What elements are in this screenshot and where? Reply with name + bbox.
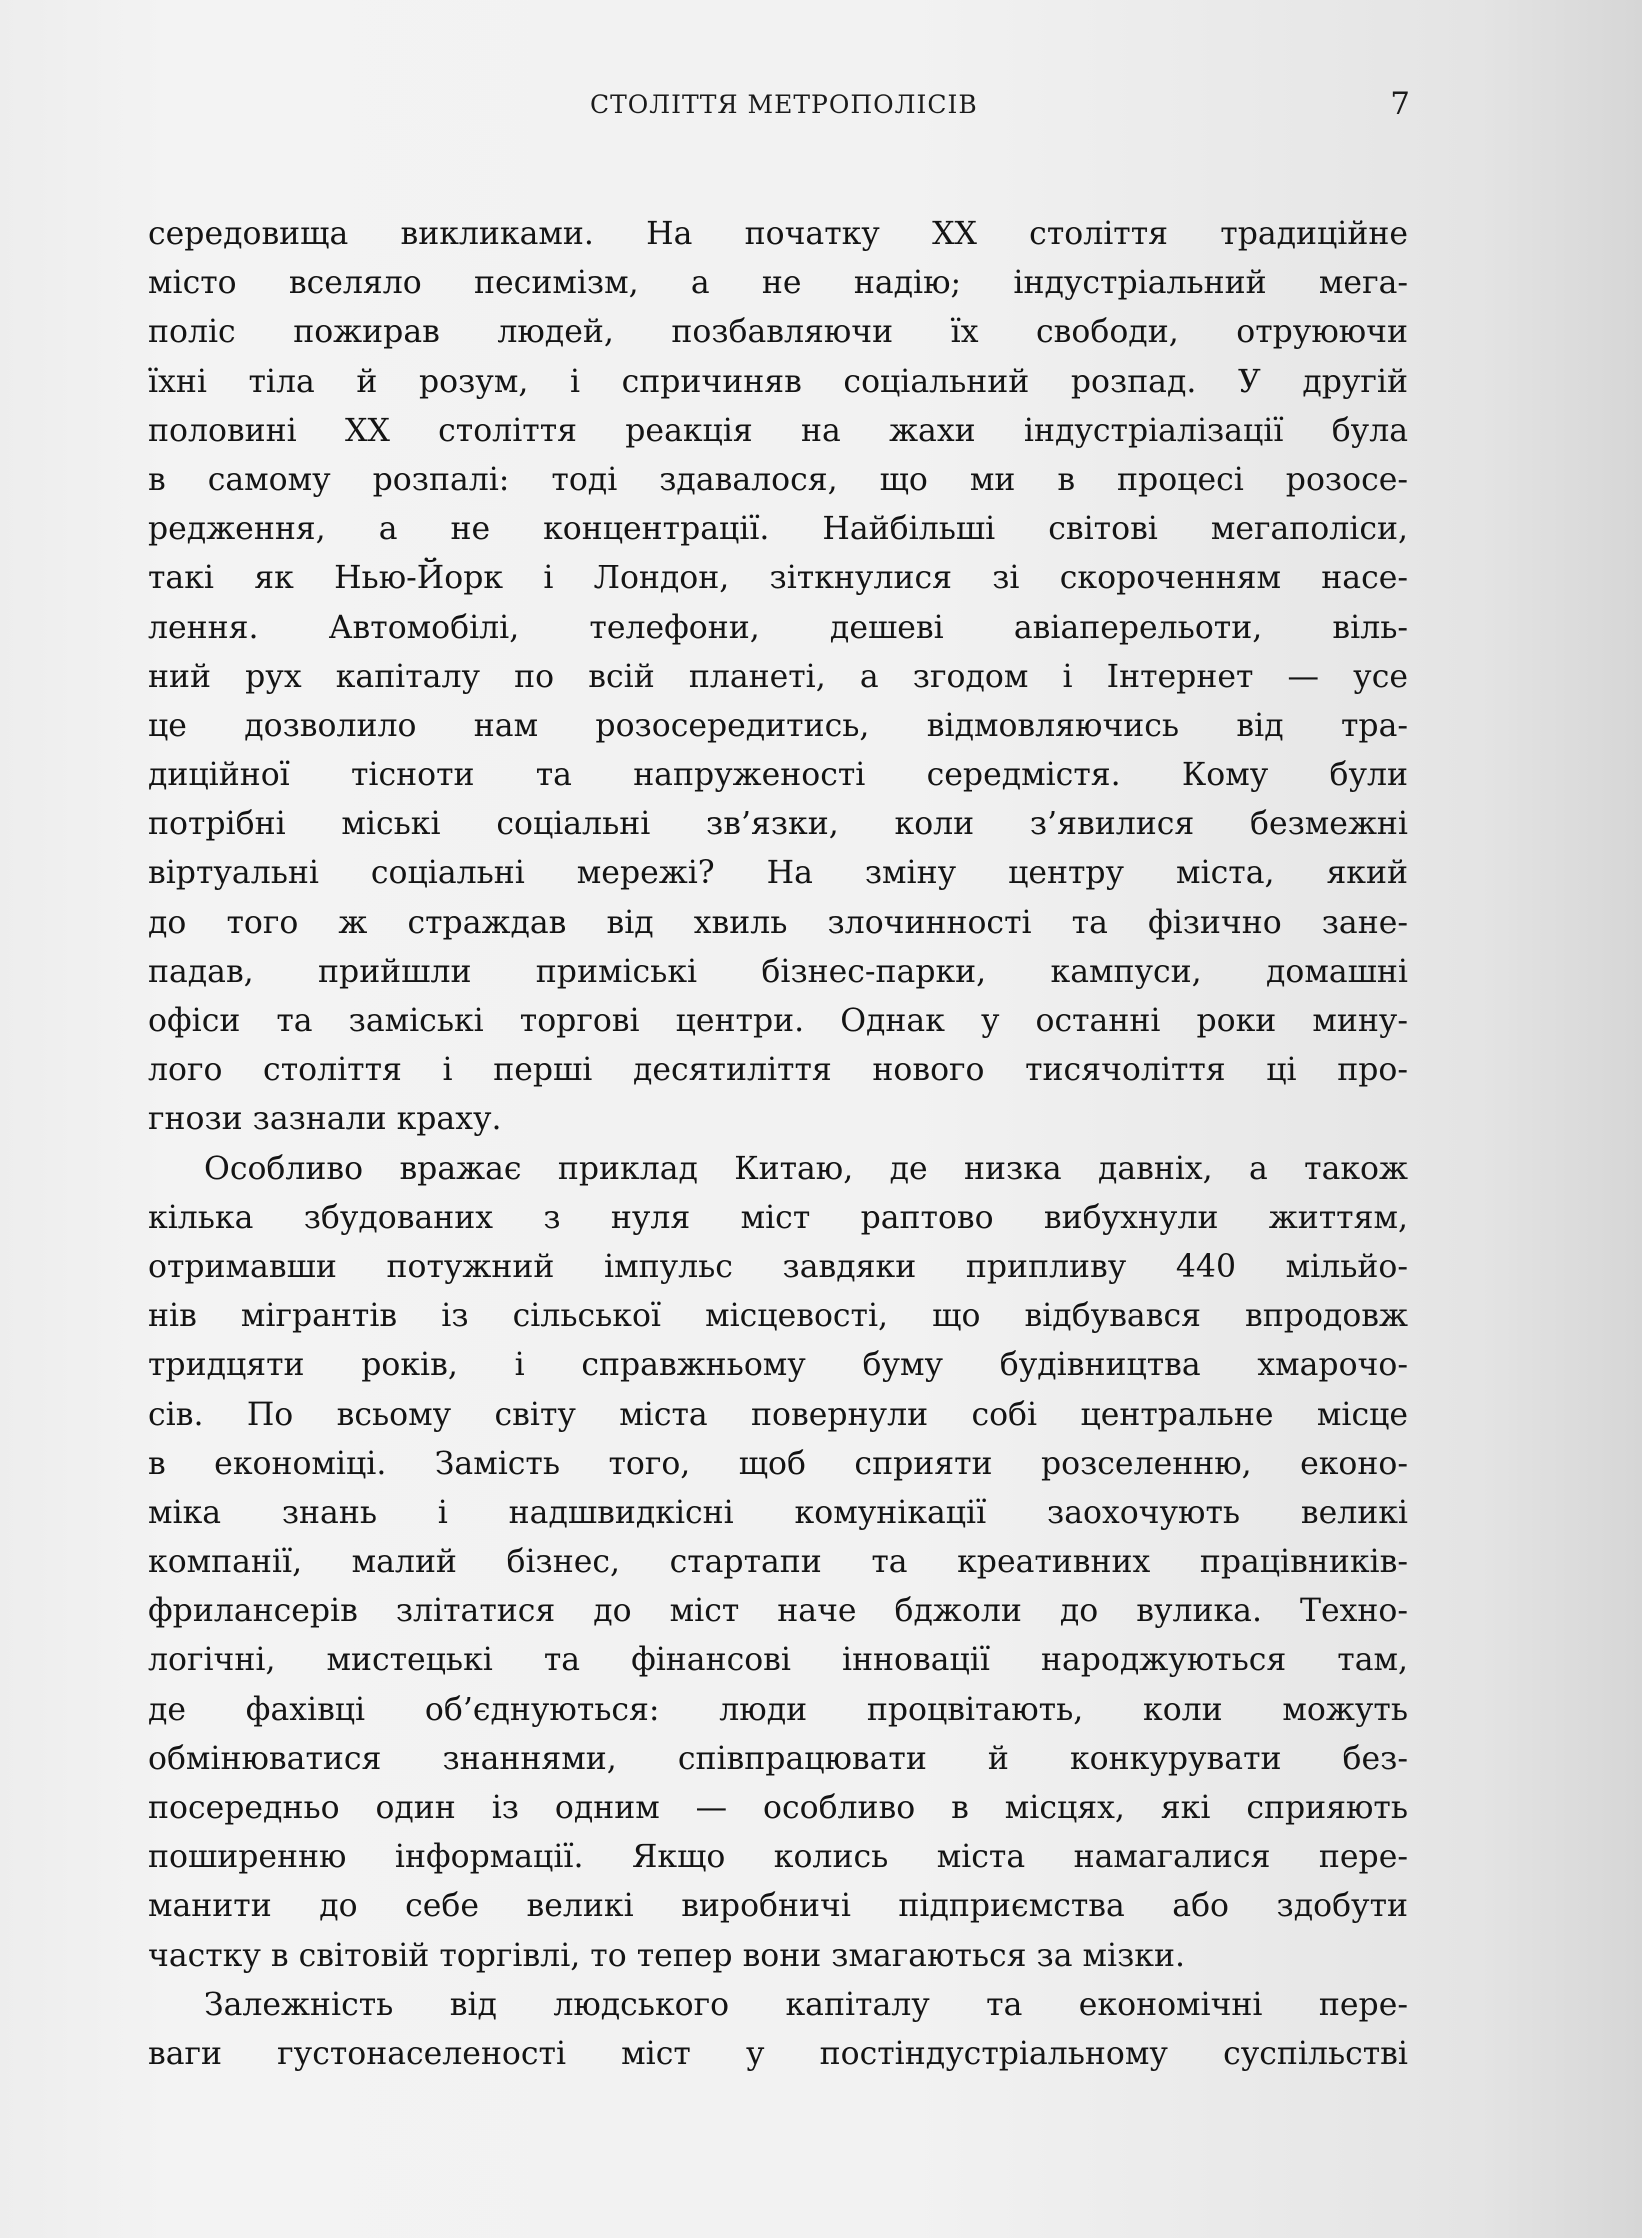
text-line: фрилансерів злітатися до міст наче бджоли до вулика. Техно- bbox=[148, 1593, 1408, 1630]
text-line: отримавши потужний імпульс завдяки припливу 440 мільйо- bbox=[148, 1248, 1408, 1285]
text-line: частку в світовій торгівлі, то тепер вони змагаються за мізки. bbox=[148, 1937, 1185, 1974]
text-line: Залежність від людського капіталу та економічні пере- bbox=[204, 1986, 1408, 2023]
text-line: офіси та заміські торгові центри. Однак у останні роки мину- bbox=[148, 1003, 1408, 1039]
body-text bbox=[148, 210, 1408, 2079]
text-line: в самому розпалі: тоді здавалося, що ми в процесі розосе- bbox=[148, 461, 1408, 498]
text-line: тридцяти років, і справжньому буму будівництва хмарочо- bbox=[148, 1347, 1408, 1384]
text-line: сів. По всьому світу міста повернули собі центральне місце bbox=[148, 1396, 1408, 1433]
running-head bbox=[0, 86, 1642, 136]
text-line: міка знань і надшвидкісні комунікації заохочують великі bbox=[148, 1494, 1408, 1531]
text-line: Особливо вражає приклад Китаю, де низка давніх, а також bbox=[204, 1150, 1408, 1187]
text-line: кілька збудованих з нуля міст раптово вибухнули життям, bbox=[148, 1199, 1408, 1236]
text-line: поліс пожирав людей, позбавляючи їх свободи, отруюючи bbox=[148, 314, 1408, 351]
text-line: половині XX століття реакція на жахи індустріалізації була bbox=[148, 412, 1408, 449]
text-line: манити до себе великі виробничі підприємства або здобути bbox=[148, 1888, 1408, 1925]
text-line: в економіці. Замість того, щоб сприяти розселенню, еконо- bbox=[148, 1445, 1408, 1482]
text-line: віртуальні соціальні мережі? На зміну центру міста, який bbox=[148, 855, 1408, 892]
text-line: до того ж страждав від хвиль злочинності та фізично зане- bbox=[148, 904, 1408, 941]
text-line: їхні тіла й розум, і спричиняв соціальний розпад. У другій bbox=[148, 363, 1408, 400]
text-line: лення. Автомобілі, телефони, дешеві авіаперельоти, віль- bbox=[148, 609, 1408, 646]
text-line: диційної тісноти та напруженості середмістя. Кому були bbox=[148, 757, 1408, 794]
running-title: СТОЛІТТЯ МЕТРОПОЛІСІВ bbox=[590, 90, 978, 119]
text-line: гнози зазнали краху. bbox=[148, 1101, 502, 1138]
text-line: обмінюватися знаннями, співпрацювати й конкурувати без- bbox=[148, 1740, 1408, 1777]
text-line: лого століття і перші десятиліття нового тисячоліття ці про- bbox=[148, 1052, 1408, 1089]
text-line: потрібні міські соціальні зв’язки, коли з’явилися безмежні bbox=[148, 806, 1408, 843]
text-line: місто вселяло песимізм, а не надію; індустріальний мега- bbox=[148, 265, 1408, 302]
page-number: 7 bbox=[1390, 86, 1410, 122]
text-line: нів мігрантів із сільської місцевості, що відбувався впродовж bbox=[148, 1298, 1408, 1335]
text-line: падав, прийшли приміські бізнес-парки, кампуси, домашні bbox=[148, 953, 1408, 990]
text-line: середовища викликами. На початку XX століття традиційне bbox=[148, 216, 1408, 252]
text-line: де фахівці об’єднуються: люди процвітають, коли можуть bbox=[148, 1691, 1408, 1728]
text-line: компанії, малий бізнес, стартапи та креативних працівників- bbox=[148, 1544, 1408, 1581]
text-line: посередньо один із одним — особливо в місцях, які сприяють bbox=[148, 1790, 1408, 1826]
text-line: ваги густонаселеності міст у постіндустріальному суспільстві bbox=[148, 2035, 1408, 2072]
text-line: поширенню інформації. Якщо колись міста намагалися пере- bbox=[148, 1839, 1408, 1876]
text-line: редження, а не концентрації. Найбільші світові мегаполіси, bbox=[148, 511, 1408, 548]
text-line: такі як Нью-Йорк і Лондон, зіткнулися зі скороченням насе- bbox=[148, 560, 1408, 597]
text-line: це дозволило нам розосередитись, відмовляючись від тра- bbox=[148, 707, 1408, 744]
text-line: логічні, мистецькі та фінансові інновації народжуються там, bbox=[148, 1642, 1408, 1679]
text-line: ний рух капіталу по всій планеті, а згодом і Інтернет — усе bbox=[148, 658, 1408, 695]
